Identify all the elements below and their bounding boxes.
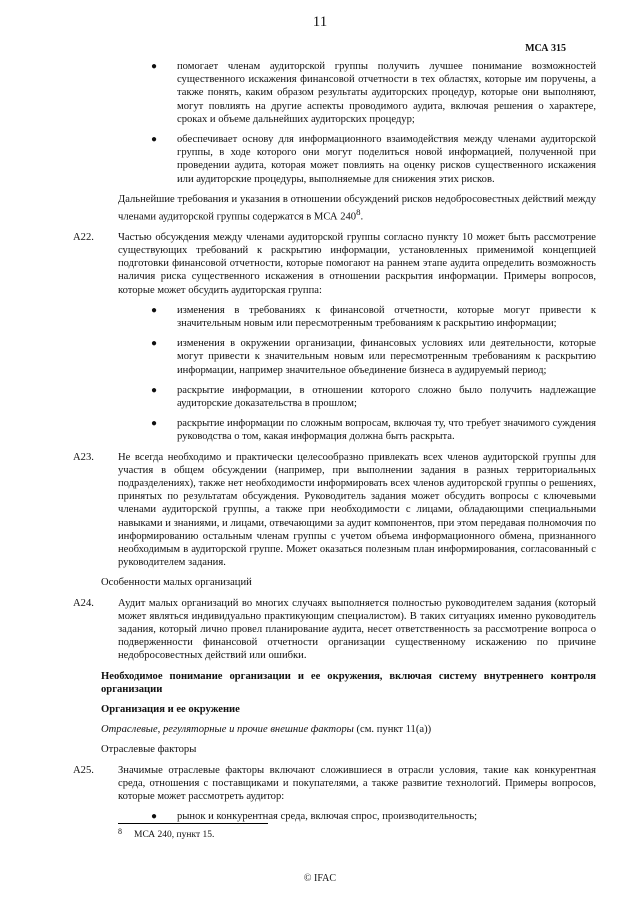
list-item: ● обеспечивает основу для информационного взаимодействия между членами аудиторской группы, в ходе которого они могут поделиться новой информацией, полученной при проведении аудита, которая может повлиять на оценку рисков существенного искажения или аудиторские процедуры, выполняемые для снижения этих рисков. [151,134,596,185]
paragraph-a23: А23. Не всегда необходимо и практически целесообразно привлекать всех членов аудиторской группы для участия в общем обсуждении (например, при выполнении задания в разных территориальных подразделениях), также нет необходимости информировать всех членов аудиторской группы о решениях, принятых по результатам обсуждения. Руководитель задания может обсудить вопросы с ключевыми членами аудиторской группы, а также при необходимости с лицами, обладающими специальными навыками и знаниями, и лицами, отвечающими за аудит компонентов, при этом передавая полномочия по информированию остальным членам группы с учетом объема информационного обмена, признанного необходимым в аудиторской группе. Может оказаться полезным план информирования, согласованный с руководителем задания. [73,451,596,569]
footnote-text: МСА 240, пункт 15. [134,830,215,840]
paragraph-number: А24. [73,597,94,609]
list-item: ● раскрытие информации по сложным вопросам, включая ту, что требует значимого суждения руководства о том, какая информация должна быть раскрыта. [151,418,596,443]
bullet-icon: ● [151,338,158,350]
paragraph-a22: А22. Частью обсуждения между членами аудиторской группы согласно пункту 10 может быть рассмотрение существующих требований к раскрытию информации, установленных применимой концепцией подготовки финансовой отчетности, которые помогают на раннем этапе аудита определить возможность наличия риска существенного искажения в отношении раскрытия информации. Примеры вопросов, которые может обсудить аудиторская группа: [73,231,596,296]
paragraph-a25: А25. Значимые отраслевые факторы включают сложившиеся в отрасли условия, такие как конкурентная среда, отношения с поставщиками и покупателями, а также развитие технологий. Примеры вопросов, которые может рассмотреть аудитор: [73,764,596,803]
footnote [118,827,215,840]
bullet-icon: ● [151,384,158,396]
paragraph-number: А25. [73,764,94,776]
paragraph-a24: А24. Аудит малых организаций во многих случаях выполняется полностью руководителем задания (который может являться индивидуально практикующим специалистом). В таких ситуациях именно руководитель задания, который лично провел планирование аудита, несет ответственность за рассмотрение вопроса о подверженности финансовой отчетности организации существенному искажению по причине недобросовестных действий или ошибки. [73,597,596,662]
subheading-industry-factors: Отраслевые факторы [101,744,197,756]
footnote-mark: 8 [118,827,122,836]
list-item: ● раскрытие информации, в отношении которого сложно было получить надлежащие аудиторские доказательства в прошлом; [151,384,596,409]
bullet-icon: ● [151,134,158,146]
paragraph-number: А22. [73,231,94,243]
section-heading-understanding: Необходимое понимание организации и ее окружения, включая систему внутреннего контроля организации [101,670,596,695]
footnote-reference: 8 [356,207,361,218]
paragraph-number: А23. [73,451,94,463]
list-item: ● изменения в окружении организации, финансовых условиях или деятельности, которые могут привести к значительным новым или пересмотренным требованиям к раскрытию информации, например значительное объединение бизнеса в аудируемый период; [151,338,596,376]
section-heading-organization: Организация и ее окружение [101,704,240,716]
bullet-icon: ● [151,418,158,430]
section-heading-small-entities: Особенности малых организаций [101,577,252,589]
page-content [73,60,596,830]
page-footer: © IFAC [303,873,337,884]
paragraph-further-requirements: Дальнейшие требования и указания в отношении обсуждений рисков недобросовестных действий между членами аудиторской группы содержатся в МСА $240^8$. [118,193,596,223]
list-item: ● помогает членам аудиторской группы получить лучшее понимание возможностей существенного искажения финансовой отчетности в тех областях, которые им поручены, а также понять, каким образом результаты аудиторских процедур, которые они выполняют, могут повлиять на другие аспекты проводимого аудита, включая решения о характере, сроках и объеме дальнейших аудиторских процедур; [151,61,596,125]
list-item: ● рынок и конкурентная среда, включая спрос, производительность; [151,811,478,823]
bullet-icon: ● [151,61,158,72]
subheading-external-factors: Отраслевые, регуляторные и прочие внешние факторы (см. пункт 11(а)) [101,724,432,736]
page-number: 11 [312,14,328,30]
bullet-icon: ● [151,811,158,823]
footnote-divider [118,823,268,824]
document-code: МСА 315 [525,43,566,54]
bullet-icon: ● [151,304,158,316]
list-item: ● изменения в требованиях к финансовой отчетности, которые могут привести к значительным новым или пересмотренным требованиям к раскрытию информации; [151,304,596,329]
